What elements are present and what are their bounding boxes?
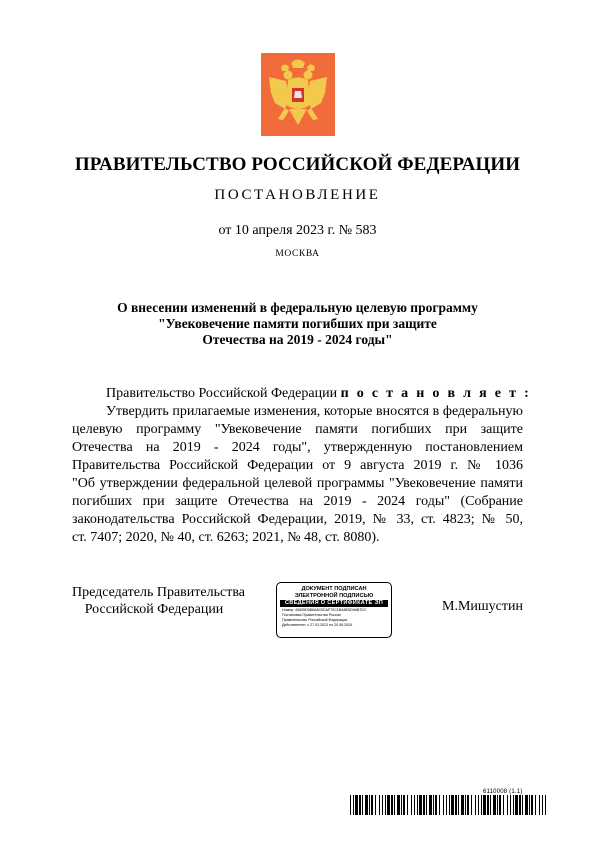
stamp-line: ДОКУМЕНТ ПОДПИСАН — [301, 586, 367, 592]
body-line: законодательства Российской Федерации, 2019, № 33, ст. 4823; № 50, — [72, 512, 523, 527]
barcode-bar — [429, 795, 432, 815]
date-and-number: от 10 апреля 2023 г. № 583 — [218, 223, 377, 238]
barcode-bar — [455, 795, 457, 815]
barcode-bar — [353, 795, 354, 815]
barcode-bar — [525, 795, 528, 815]
barcode-bar — [417, 795, 418, 815]
barcode-bar — [369, 795, 370, 815]
barcode-bar — [375, 795, 376, 815]
barcode-bar — [497, 795, 498, 815]
barcode-bar — [394, 795, 395, 815]
decree-subject — [0, 300, 595, 348]
barcode-bar — [490, 795, 491, 815]
barcode-bar — [467, 795, 469, 815]
barcode-bar — [387, 795, 390, 815]
barcode-bar — [439, 795, 440, 815]
body-line: "Об утверждении федеральной целевой программы "Увековечение памяти — [72, 476, 523, 491]
barcode-bar — [487, 795, 489, 815]
barcode-bar — [426, 795, 427, 815]
decree-intro — [72, 385, 532, 403]
subject-line: Отечества на 2019 - 2024 годы" — [202, 332, 393, 347]
document-code: 6110008 (1.1) — [483, 789, 523, 795]
barcode-bar — [419, 795, 422, 815]
decree-verb: п о с т а н о в л я е т : — [340, 386, 532, 401]
barcode-bar — [522, 795, 523, 815]
barcode-bar — [519, 795, 521, 815]
barcode-bar — [435, 795, 437, 815]
body-line: погибших при защите Отечества на 2019 - 2024 годы" (Собрание — [72, 494, 523, 509]
barcode-bar — [411, 795, 412, 815]
barcode-bar — [350, 795, 351, 815]
barcode-bar — [385, 795, 386, 815]
barcode-bar — [461, 795, 464, 815]
stamp-band: СВЕДЕНИЯ О СЕРТИФИКАТЕ ЭП — [280, 600, 388, 607]
barcode-bar — [403, 795, 405, 815]
barcode-bar — [499, 795, 501, 815]
barcode-bar — [513, 795, 514, 815]
barcode-bar — [365, 795, 368, 815]
stamp-detail: Постановка Правительства России — [282, 613, 341, 617]
barcode-bar — [507, 795, 508, 815]
barcode-bar — [407, 795, 408, 815]
barcode-bar — [423, 795, 425, 815]
barcode-bar — [433, 795, 434, 815]
position-line: Российской Федерации — [84, 602, 224, 617]
barcode-bar — [529, 795, 530, 815]
signatory-name: М.Мишустин — [442, 599, 523, 614]
intro-text: Правительство Российской Федерации — [106, 386, 341, 401]
city: МОСКВА — [275, 249, 320, 259]
barcode-bar — [449, 795, 450, 815]
barcode-bar — [382, 795, 383, 815]
signatory-position — [72, 584, 245, 618]
subject-line: О внесении изменений в федеральную целевую программу — [117, 300, 478, 315]
barcode-bar — [458, 795, 459, 815]
barcode-bar — [371, 795, 373, 815]
stamp-line: ЭЛЕКТРОННОЙ ПОДПИСЬЮ — [294, 592, 374, 599]
barcode-bar — [471, 795, 472, 815]
barcode-bar — [475, 795, 476, 815]
barcode-bar — [531, 795, 533, 815]
barcode-bar — [481, 795, 482, 815]
barcode-bar — [391, 795, 393, 815]
barcode-bar — [535, 795, 536, 815]
body-line: Утвердить прилагаемые изменения, которые вносятся в федеральную — [106, 404, 523, 419]
barcode-bar — [503, 795, 504, 815]
barcode-bar — [446, 795, 447, 815]
barcode-bar — [510, 795, 511, 815]
barcode-bar — [401, 795, 402, 815]
document-type: ПОСТАНОВЛЕНИЕ — [214, 187, 381, 203]
coat-of-arms-icon — [261, 53, 335, 136]
stamp-detail: Номер: 40835D5B6A8C0DAF70C1BA8E5D9AB7DC — [282, 608, 367, 612]
body-line: целевую программу "Увековечение памяти погибших при защите — [72, 422, 523, 437]
barcode-bar — [359, 795, 361, 815]
decree-body — [72, 385, 532, 547]
barcode-bar — [539, 795, 540, 815]
barcode-bar — [478, 795, 479, 815]
barcode-bar — [443, 795, 444, 815]
barcode — [350, 795, 547, 815]
subject-line: "Увековечение памяти погибших при защите — [158, 316, 437, 331]
barcode-bar — [379, 795, 380, 815]
barcode-bar — [542, 795, 543, 815]
position-line: Председатель Правительства — [72, 585, 245, 600]
body-line: Правительства Российской Федерации от 9 августа 2019 г. № 1036 — [72, 458, 523, 473]
government-title: ПРАВИТЕЛЬСТВО РОССИЙСКОЙ ФЕДЕРАЦИИ — [74, 154, 521, 175]
barcode-bar — [414, 795, 415, 815]
barcode-bar — [515, 795, 518, 815]
body-line: ст. 7407; 2020, № 40, ст. 6263; 2021, № 48, ст. 8080). — [72, 530, 380, 545]
stamp-detail: Правительство Российской Федерации — [282, 618, 348, 622]
stamp-detail: Действителен: с 27.03.2023 по 20.06.2024 — [282, 623, 353, 627]
barcode-bar — [465, 795, 466, 815]
electronic-signature-stamp — [276, 582, 392, 638]
barcode-bar — [483, 795, 486, 815]
barcode-bar — [362, 795, 363, 815]
barcode-bar — [355, 795, 358, 815]
barcode-bar — [451, 795, 454, 815]
barcode-bar — [493, 795, 496, 815]
barcode-bar — [397, 795, 400, 815]
barcode-bar — [545, 795, 546, 815]
body-line: Отечества на 2019 - 2024 годы", утвержденную постановлением — [72, 440, 523, 455]
